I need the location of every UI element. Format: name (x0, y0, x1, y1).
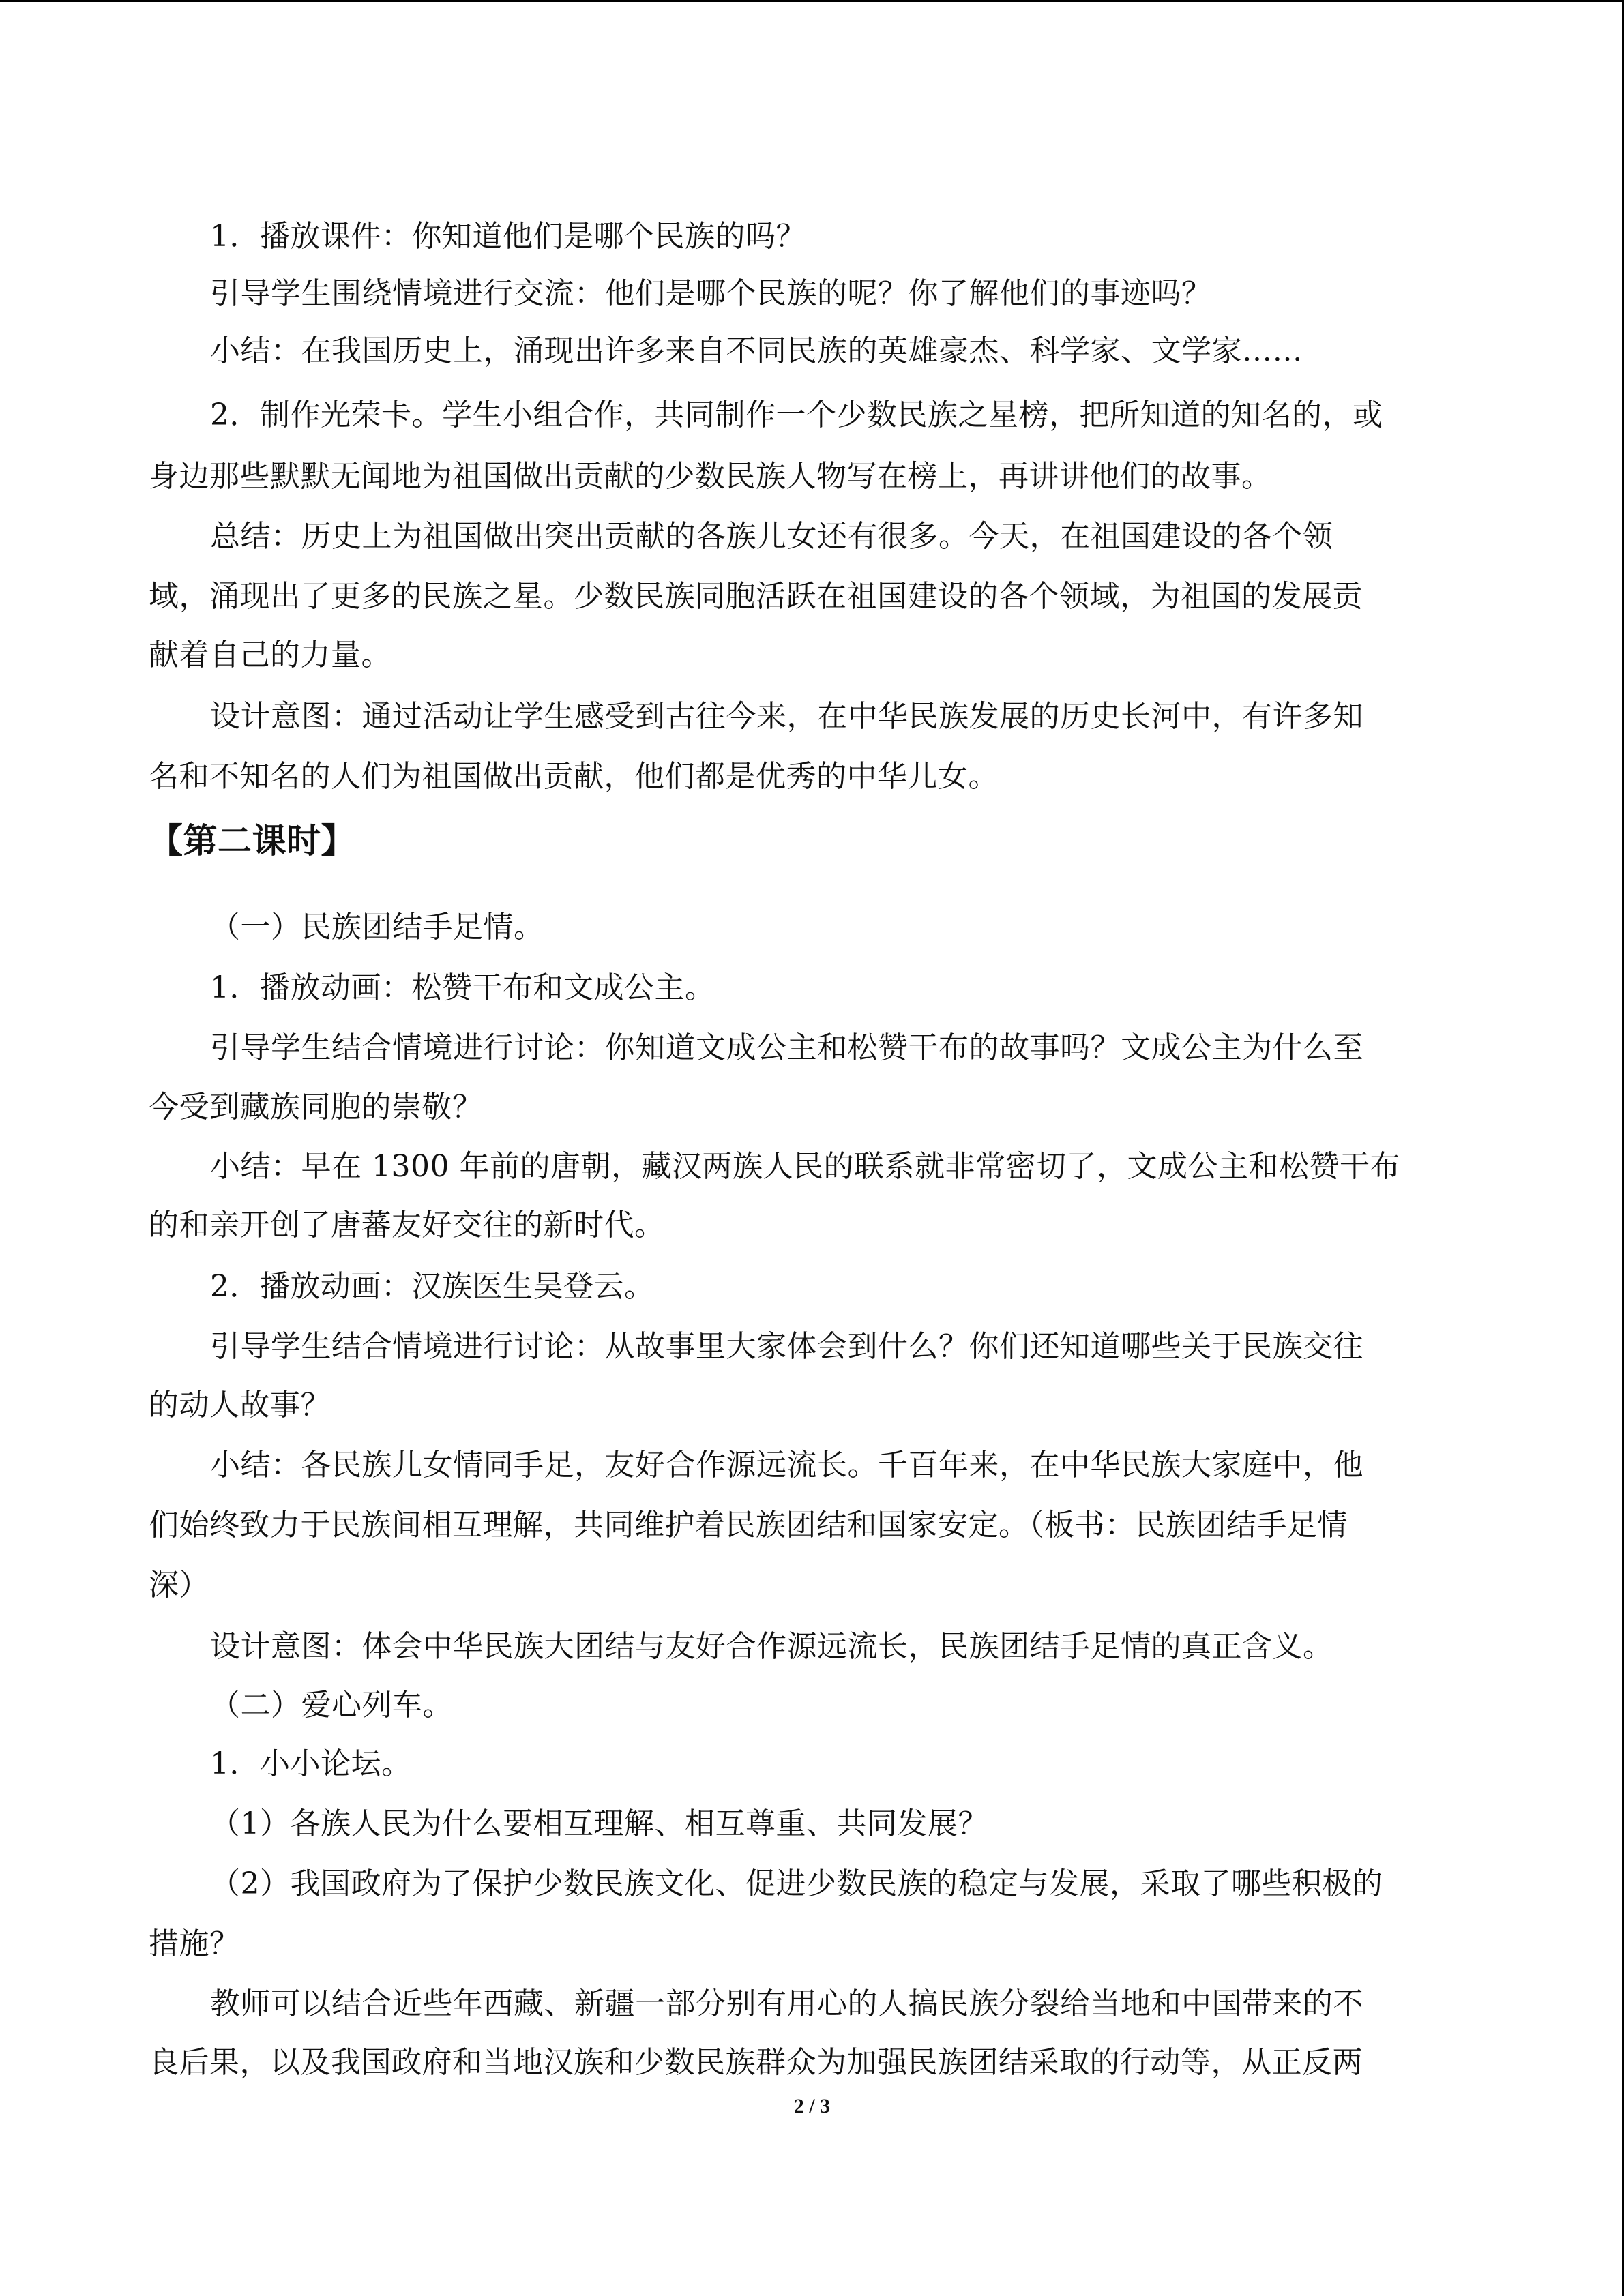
paragraph-line: 今受到藏族同胞的崇敬？ (149, 1090, 483, 1124)
paragraph-line: 小结：在我国历史上，涌现出许多来自不同民族的英雄豪杰、科学家、文学家…… (210, 333, 1303, 368)
paragraph-line: 良后果，以及我国政府和当地汉族和少数民族群众为加强民族团结采取的行动等，从正反两 (149, 2045, 1363, 2080)
paragraph-line: 小结：早在 1300 年前的唐朝，藏汉两族人民的联系就非常密切了，文成公主和松赞干布 (210, 1149, 1400, 1184)
paragraph-line: 们始终致力于民族间相互理解，共同维护着民族团结和国家安定。（板书：民族团结手足情 (149, 1508, 1348, 1542)
paragraph-line: 小结：各民族儿女情同手足，友好合作源远流长。千百年来，在中华民族大家庭中，他 (210, 1448, 1363, 1482)
paragraph-line: 总结：历史上为祖国做出突出贡献的各族儿女还有很多。今天，在祖国建设的各个领 (210, 519, 1333, 554)
paragraph-line: 设计意图：体会中华民族大团结与友好合作源远流长，民族团结手足情的真正含义。 (210, 1629, 1333, 1664)
paragraph-line: 深） (149, 1568, 209, 1602)
paragraph-line: 2．制作光荣卡。学生小组合作，共同制作一个少数民族之星榜，把所知道的知名的，或 (210, 398, 1383, 432)
paragraph-line: （一）民族团结手足情。 (210, 910, 544, 944)
paragraph-line: （二）爱心列车。 (210, 1688, 453, 1723)
page-number: 2 / 3 (793, 2095, 831, 2117)
paragraph-line: 域，涌现出了更多的民族之星。少数民族同胞活跃在祖国建设的各个领域，为祖国的发展贡 (149, 579, 1363, 614)
paragraph-line: 教师可以结合近些年西藏、新疆一部分别有用心的人搞民族分裂给当地和中国带来的不 (210, 1986, 1363, 2021)
paragraph-line: 引导学生围绕情境进行交流：他们是哪个民族的呢？你了解他们的事迹吗？ (210, 276, 1212, 311)
paragraph-line: 身边那些默默无闻地为祖国做出贡献的少数民族人物写在榜上，再讲讲他们的故事。 (149, 459, 1272, 494)
paragraph-line: 的动人故事？ (149, 1388, 331, 1422)
paragraph-line: （2）我国政府为了保护少数民族文化、促进少数民族的稳定与发展，采取了哪些积极的 (210, 1866, 1383, 1901)
paragraph-line: 名和不知名的人们为祖国做出贡献，他们都是优秀的中华儿女。 (149, 759, 999, 794)
paragraph-line: 引导学生结合情境进行讨论：你知道文成公主和松赞干布的故事吗？文成公主为什么至 (210, 1030, 1363, 1065)
section-heading: 【第二课时】 (149, 821, 355, 861)
paragraph-line: 2．播放动画：汉族医生吴登云。 (210, 1269, 655, 1304)
paragraph-line: 措施？ (149, 1926, 240, 1961)
paragraph-line: 引导学生结合情境进行讨论：从故事里大家体会到什么？你们还知道哪些关于民族交往 (210, 1329, 1363, 1364)
paragraph-line: （1）各族人民为什么要相互理解、相互尊重、共同发展？ (210, 1806, 988, 1841)
paragraph-line: 1．小小论坛。 (210, 1746, 412, 1781)
paragraph-line: 的和亲开创了唐蕃友好交往的新时代。 (149, 1208, 665, 1242)
paragraph-line: 1．播放动画：松赞干布和文成公主。 (210, 970, 715, 1005)
paragraph-line: 设计意图：通过活动让学生感受到古往今来，在中华民族发展的历史长河中，有许多知 (210, 699, 1363, 734)
paragraph-line: 1．播放课件：你知道他们是哪个民族的吗？ (210, 219, 806, 254)
paragraph-line: 献着自己的力量。 (149, 638, 392, 672)
